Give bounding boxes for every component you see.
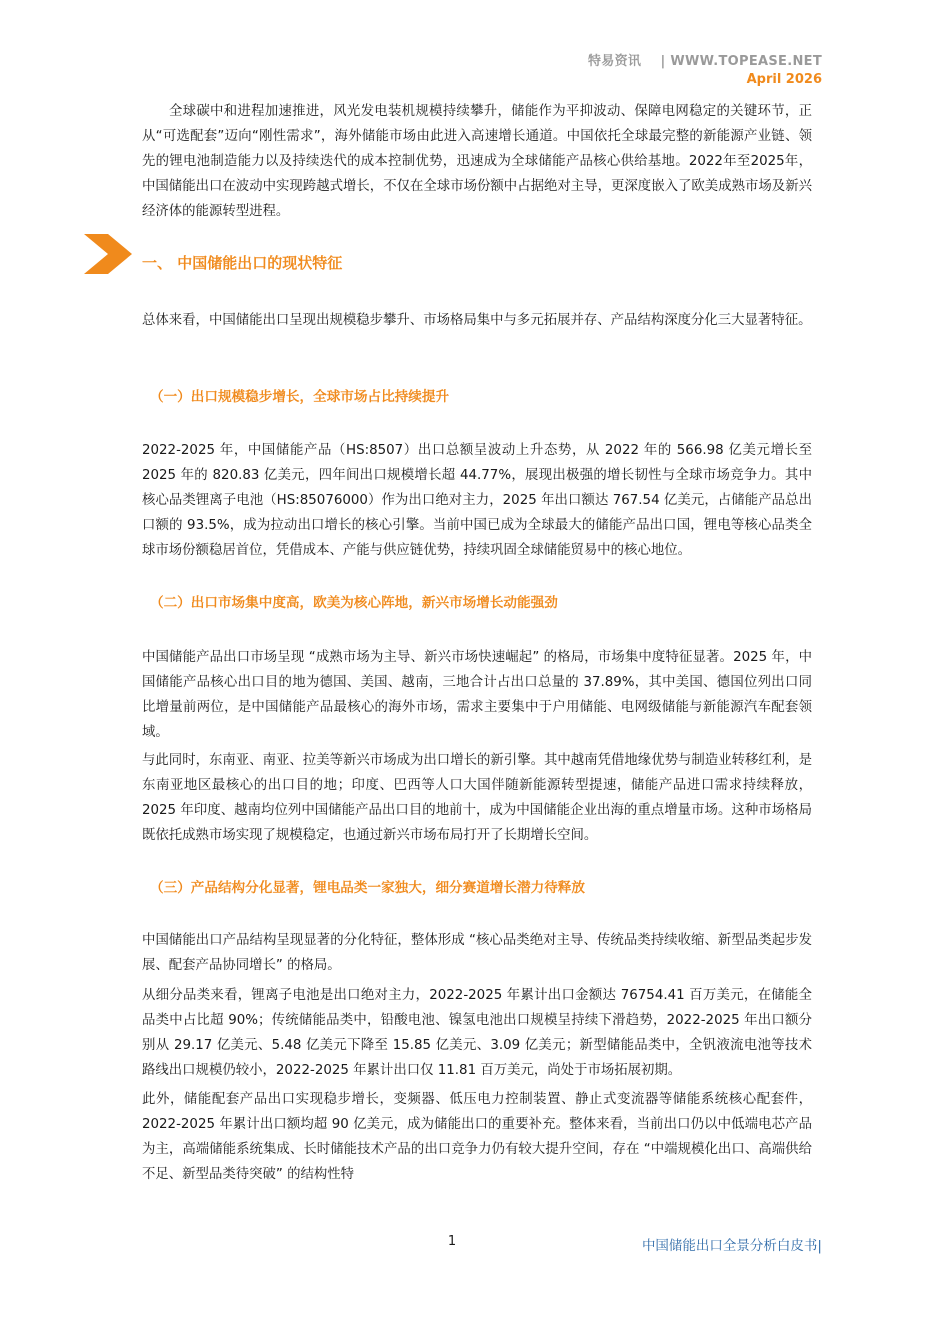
- section-summary: 总体来看，中国储能出口呈现出规模稳步攀升、市场格局集中与多元拓展并存、产品结构深度分化三大显著特征。: [142, 313, 812, 328]
- subsection-title-2: （二）出口市场集中度高，欧美为核心阵地，新兴市场增长动能强劲: [150, 595, 558, 611]
- header-separator: |: [660, 54, 666, 69]
- section-arrow-icon: [84, 234, 132, 274]
- subsection-title-3: （三）产品结构分化显著，锂电品类一家独大，细分赛道增长潜力待释放: [150, 880, 585, 896]
- footer-doc-title: 中国储能出口全景分析白皮书|: [641, 1238, 822, 1254]
- subsection-2-paragraph-2: 与此同时，东南亚、南亚、拉美等新兴市场成为出口增长的新引擎。其中越南凭借地缘优势与制造业转移红利，是东南亚地区最核心的出口目的地；印度、巴西等人口大国伴随新能源转型提速，储能产品进口需求持续释放，2025 年印度、越南均位列中国储能产品出口目的地前十，成为中国储能企业出海的重点增量市场。这种市场格局既依托成熟市场实现了规模稳定，也通过新兴市场布局打开了长期增长空间。: [142, 753, 812, 843]
- subsection-1-paragraph: 2022-2025 年，中国储能产品（HS:8507）出口总额呈波动上升态势，从 2022 年的 566.98 亿美元增长至 2025 年的 820.83 亿美元，四年间出口规模增长超 44.77%，展现出极强的增长韧性与全球市场竞争力。其中核心品类锂离子电池（HS:85076000）作为出口绝对主力，2025 年出口额达 767.54 亿美元，占储能产品总出口额的 93.5%，成为拉动出口增长的核心引擎。当前中国已成为全球最大的储能产品出口国，锂电等核心品类全球市场份额稳居首位，凭借成本、产能与供应链优势，持续巩固全球储能贸易中的核心地位。: [142, 443, 812, 558]
- subsection-3-paragraph-2: 从细分品类来看，锂离子电池是出口绝对主力，2022-2025 年累计出口金额达 76754.41 百万美元，在储能全品类中占比超 90%；传统储能品类中，铅酸电池、镍氢电池出口规模呈持续下滑趋势，2022-2025 年出口额分别从 29.17 亿美元、5.48 亿美元下降至 15.85 亿美元、3.09 亿美元；新型储能品类中，全钒液流电池等技术路线出口规模仍较小，2022-2025 年累计出口仅 11.81 百万美元，尚处于市场拓展初期。: [142, 988, 812, 1078]
- intro-paragraph: 全球碳中和进程加速推进，风光发电装机规模持续攀升，储能作为平抑波动、保障电网稳定的关键环节，正从“可选配套”迈向“刚性需求”，海外储能市场由此进入高速增长通道。中国依托全球最完整的新能源产业链、领先的锂电池制造能力以及持续迭代的成本控制优势，迅速成为全球储能产品核心供给基地。2022年至2025年，中国储能出口在波动中实现跨越式增长，不仅在全球市场份额中占据绝对主导，更深度嵌入了欧美成熟市场及新兴经济体的能源转型进程。: [142, 104, 812, 219]
- header-date: April 2026: [746, 72, 822, 87]
- subsection-title-1: （一）出口规模稳步增长，全球市场占比持续提升: [150, 389, 450, 405]
- subsection-3-paragraph-1: 中国储能出口产品结构呈现显著的分化特征，整体形成 “核心品类绝对主导、传统品类持续收缩、新型品类起步发展、配套产品协同增长” 的格局。: [142, 933, 812, 973]
- page-header: [588, 50, 822, 87]
- header-brand: 特易资讯: [587, 54, 642, 69]
- subsection-3-paragraph-3: 此外，储能配套产品出口实现稳步增长，变频器、低压电力控制装置、静止式变流器等储能系统核心配套件，2022-2025 年累计出口额均超 90 亿美元，成为储能出口的重要补充。整体来看，当前出口仍以中低端电芯产品为主，高端储能系统集成、长时储能技术产品的出口竞争力仍有较大提升空间，存在 “中端规模化出口、高端供给不足、新型品类待突破” 的结构性特: [142, 1092, 812, 1182]
- header-brand-line: [588, 50, 822, 69]
- header-site: WWW.TOPEASE.NET: [670, 54, 822, 69]
- section-title: 一、 中国储能出口的现状特征: [142, 254, 343, 272]
- subsection-2-paragraph-1: 中国储能产品出口市场呈现 “成熟市场为主导、新兴市场快速崛起” 的格局，市场集中度特征显著。2025 年，中国储能产品核心出口目的地为德国、美国、越南，三地合计占出口总量的 37.89%，其中美国、德国位列出口同比增量前两位，是中国储能产品最核心的海外市场，需求主要集中于户用储能、电网级储能与新能源汽车配套领域。: [142, 650, 812, 740]
- page-number: 1: [447, 1234, 457, 1249]
